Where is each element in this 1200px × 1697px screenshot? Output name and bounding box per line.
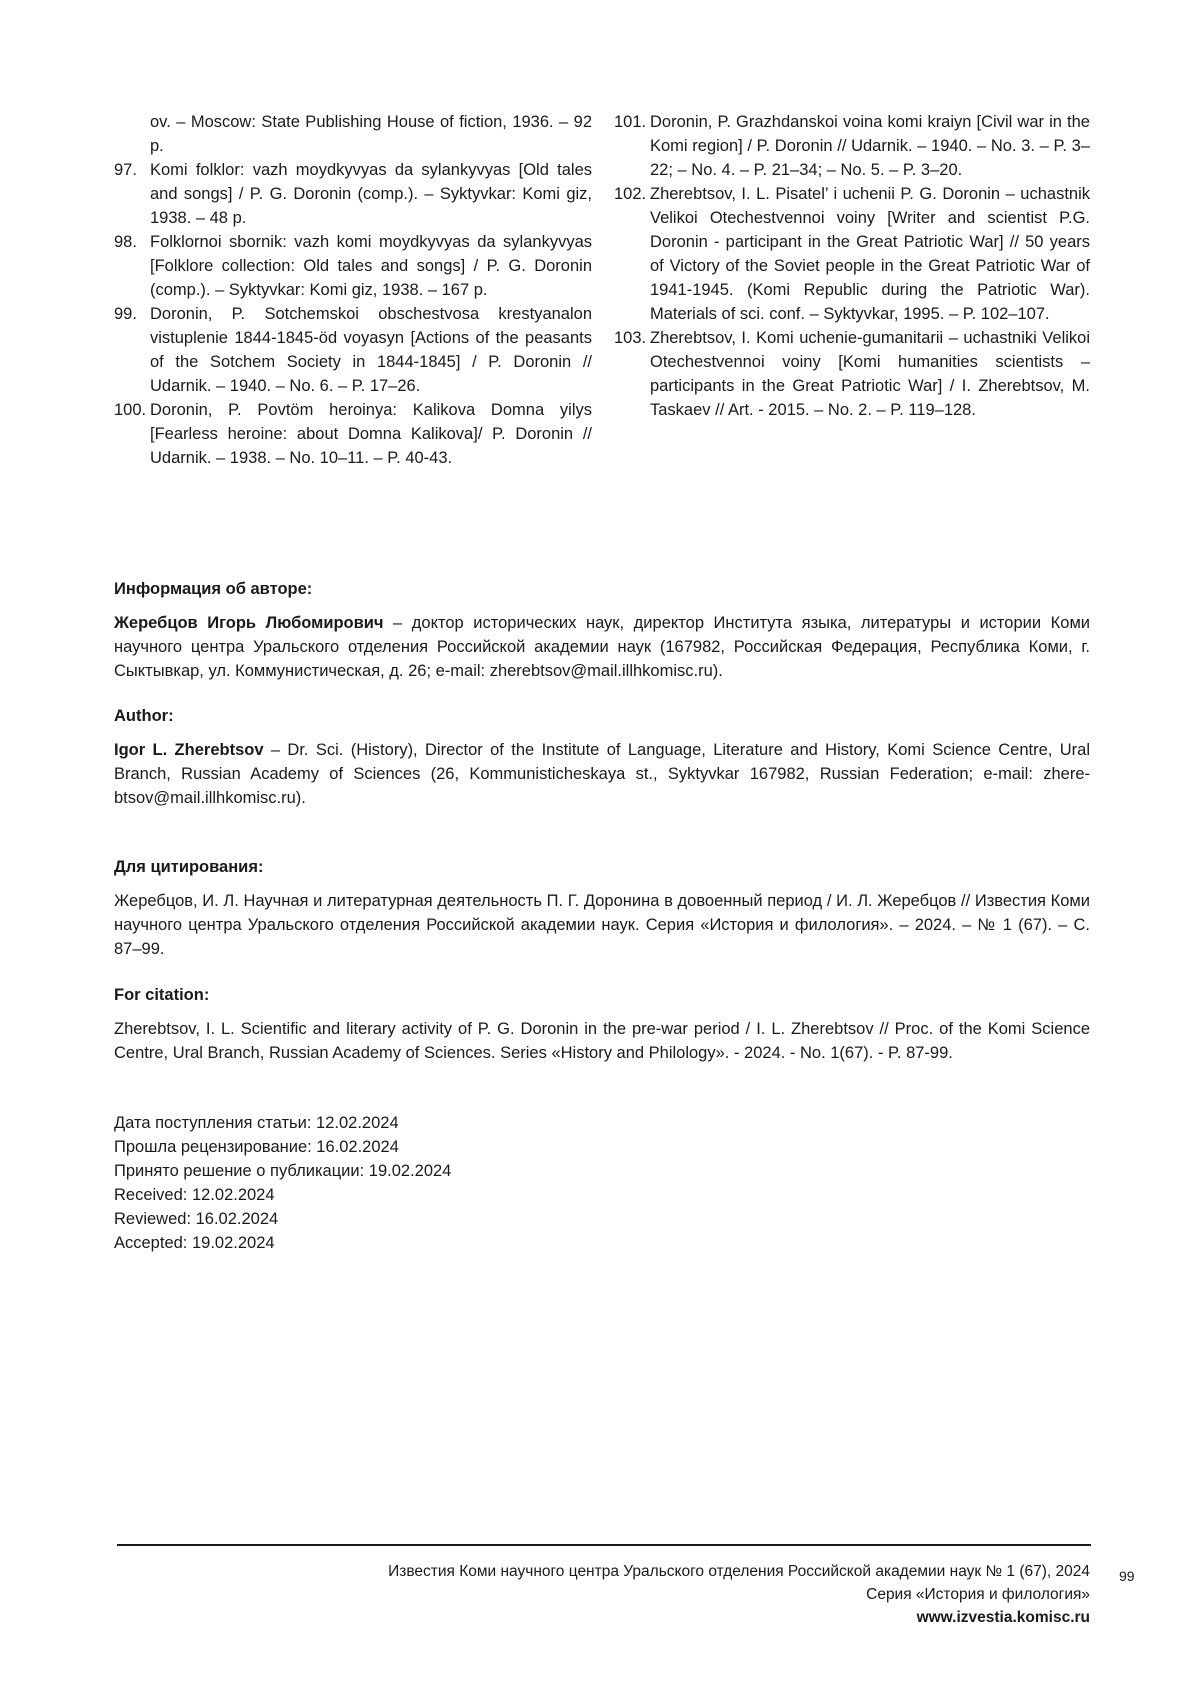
reference-number: 101. [614, 110, 650, 182]
reference-text: Doronin, P. Povtöm heroinya: Kalikova Domna yilys [Fearless heroine: about Domna Kalikova]/ P. Doronin // Udarnik. – 1938. – No. 10–11. – P. 40-43. [150, 398, 592, 470]
reference-number: 99. [114, 302, 150, 398]
citation-ru-heading: Для цитирования: [114, 855, 1090, 879]
reference-number: 100. [114, 398, 150, 470]
reference-number: 102. [614, 182, 650, 326]
reference-text: Komi folklor: vazh moydkyvyas da sylankyvyas [Old tales and songs] / P. G. Doronin (comp.). – Syktyvkar: Komi giz, 1938. – 48 p. [150, 158, 592, 230]
footer-website: www.izvestia.komisc.ru [388, 1606, 1090, 1629]
reference-item [114, 158, 592, 230]
author-info-en-body [114, 738, 1090, 810]
references-right-column [614, 110, 1090, 422]
reference-number: 103. [614, 326, 650, 422]
reference-item [114, 302, 592, 398]
page-footer [388, 1560, 1090, 1629]
reference-item [614, 326, 1090, 422]
article-dates [114, 1111, 451, 1255]
date-accepted-ru: Принято решение о публикации: 19.02.2024 [114, 1159, 451, 1183]
citation-en-text: Zherebtsov, I. L. Scientific and literary activity of P. G. Doronin in the pre-war period / I. L. Zherebtsov // Proc. of the Komi Science Centre, Ural Branch, Russian Academy of Sciences. Series «History and Philology». - 2024. - No. 1(67). - P. 87-99. [114, 1017, 1090, 1065]
author-info-ru-body [114, 611, 1090, 683]
reference-item [614, 110, 1090, 182]
date-received-en: Received: 12.02.2024 [114, 1183, 451, 1207]
author-info-en-heading: Author: [114, 704, 1090, 728]
reference-item [114, 230, 592, 302]
reference-item [614, 182, 1090, 326]
citation-en-heading: For citation: [114, 983, 1090, 1007]
reference-text: Zherebtsov, I. L. Pisatel’ i uchenii P. G. Doronin – uchast­nik Velikoi Otechestvennoi voiny [Writer and scientist P.G. Doronin - participant in the Great Patriotic War] // 50 years of Victory of the Soviet people in the Great Pa­triotic War of 1941-1945. (Komi Republic during the Patri­otic War). Materials of sci. conf. – Syktyvkar, 1995. – P. 102–107. [650, 182, 1090, 326]
reference-text: Folklornoi sbornik: vazh komi moydkyvyas da sylankyvy­as [Folklore collection: Old tales and songs] / P. G. Dor­onin (comp.). – Syktyvkar: Komi giz, 1938. – 167 p. [150, 230, 592, 302]
author-info-ru-heading: Информация об авторе: [114, 577, 1090, 601]
date-reviewed-ru: Прошла рецензирование: 16.02.2024 [114, 1135, 451, 1159]
author-name-en: Igor L. Zherebtsov [114, 741, 264, 759]
reference-text: ov. – Moscow: State Publishing House of fiction, 1936. – 92 p. [150, 110, 592, 158]
references-left-column [114, 110, 592, 470]
page-number: 99 [1119, 1568, 1135, 1584]
reference-number: 98. [114, 230, 150, 302]
author-details-ru: – доктор исторических наук, директор Института языка, литературы и истории Коми научного центра Уральского отделения Российской академии наук (167982, Российская Федерация, Республика Коми, г. Сыктывкар, ул. Коммунистическая, д. 26; e-mail: zherebtsov@mail.illhkomisc.ru). [114, 614, 1090, 680]
citation-ru [114, 855, 1090, 961]
reference-item [114, 398, 592, 470]
date-received-ru: Дата поступления статьи: 12.02.2024 [114, 1111, 451, 1135]
footer-divider [117, 1544, 1091, 1546]
author-info-en [114, 704, 1090, 810]
author-info-ru [114, 577, 1090, 683]
date-accepted-en: Accepted: 19.02.2024 [114, 1231, 451, 1255]
footer-series: Серия «История и филология» [388, 1583, 1090, 1606]
reference-item [114, 110, 592, 158]
reference-text: Doronin, P. Grazhdanskoi voina komi kraiyn [Civil war in the Komi region] / P. Doronin // Udarnik. – 1940. – No. 3. – P. 3–22; – No. 4. – P. 21–34; – No. 5. – P. 3–20. [650, 110, 1090, 182]
citation-en [114, 983, 1090, 1065]
author-name-ru: Жеребцов Игорь Любомирович [114, 614, 384, 632]
reference-text: Doronin, P. Sotchemskoi obschestvosa krestyanalon vistuplenie 1844-1845-öd voyasyn [Actions of the peas­ants of the Sotchem Society in 1844-1845] / P. Doronin // Udarnik. – 1940. – No. 6. – P. 17–26. [150, 302, 592, 398]
reference-number: 97. [114, 158, 150, 230]
date-reviewed-en: Reviewed: 16.02.2024 [114, 1207, 451, 1231]
footer-journal-title: Известия Коми научного центра Уральского отделения Российской академии наук № 1 (67), 2024 [388, 1560, 1090, 1583]
author-details-en: – Dr. Sci. (History), Director of the Institute of Language, Literature and History, Komi Science Centre, Ural Branch, Russian Academy of Sciences (26, Kommunisticheskaya st., Syktyvkar 167982, Russian Federation; e-mail: zhere­btsov@mail.illhkomisc.ru). [114, 741, 1090, 807]
citation-ru-text: Жеребцов, И. Л. Научная и литературная деятельность П. Г. Доронина в довоенный период / И. Л. Жеребцов // Изве­стия Коми научного центра Уральского отделения Российской академии наук. Серия «История и филология». – 2024. – № 1 (67). – С. 87–99. [114, 889, 1090, 961]
reference-text: Zherebtsov, I. Komi uchenie-gumanitarii – uchastniki Velikoi Otechestvennoi voiny [Komi humanities scien­tists – participants in the Great Patriotic War] / I. Zhere­btsov, M. Taskaev // Art. - 2015. – No. 2. – P. 119–128. [650, 326, 1090, 422]
